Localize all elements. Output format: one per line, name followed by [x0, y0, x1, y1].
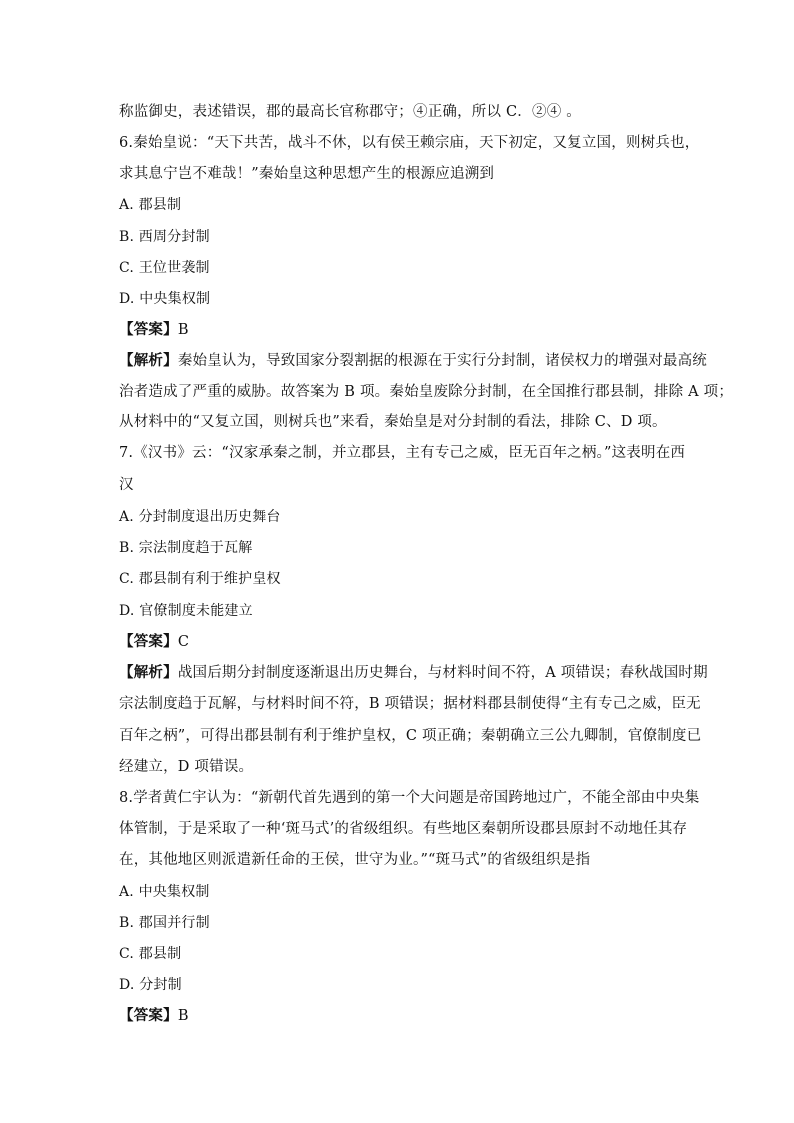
- question-8-answer: [119, 1006, 679, 1026]
- question-8-stem-cont: 体管制，于是采取了一种‘斑马式’的省级组织。有些地区秦朝所设郡县原封不动地任其存: [119, 821, 688, 837]
- explanation-text: 秦始皇认为，导致国家分裂割据的根源在于实行分封制，诸侯权力的增强对最高统: [177, 353, 708, 369]
- answer-label: 【答案】: [119, 633, 178, 650]
- answer-value: B: [177, 322, 189, 338]
- question-8-stem: 8.学者黄仁宇认为：“新朝代首先遇到的第一个大问题是帝国跨地过广，不能全部由中央集: [119, 790, 700, 806]
- question-7-option-d: D. 官僚制度未能建立: [119, 603, 253, 619]
- answer-label: 【答案】: [119, 321, 178, 338]
- question-7-explanation-cont: 百年之柄”，可得出郡县制有利于维护皇权，C 项正确；秦朝确立三公九卿制，官僚制度已: [119, 728, 702, 744]
- question-6-stem-cont: 求其息宁岂不难哉！”秦始皇这种思想产生的根源应追溯到: [119, 166, 495, 182]
- question-7-explanation-cont: 宗法制度趋于瓦解，与材料时间不符，B 项错误；据材料郡县制使得“主有专己之威，臣无: [119, 696, 701, 712]
- question-7-option-a: A. 分封制度退出历史舞台: [119, 509, 281, 525]
- explanation-label: 【解析】: [119, 352, 178, 369]
- text-line: 称监御史，表述错误，郡的最高长官称郡守；④正确，所以 C．②④ 。: [119, 104, 581, 120]
- answer-label: 【答案】: [119, 1007, 178, 1024]
- question-6-answer: [119, 320, 679, 340]
- explanation-text: 战国后期分封制度逐渐退出历史舞台，与材料时间不符，A 项错误；春秋战国时期: [177, 665, 708, 681]
- question-8-option-c: C. 郡县制: [119, 946, 182, 962]
- question-6-explanation: [119, 351, 708, 371]
- question-8-option-b: B. 郡国并行制: [119, 915, 210, 931]
- question-6-option-b: B. 西周分封制: [119, 229, 210, 245]
- question-7-answer: [119, 632, 679, 652]
- question-7-stem: 7.《汉书》云：“汉家承秦之制，并立郡县，主有专己之威，臣无百年之柄。”这表明在西: [119, 445, 686, 461]
- question-8-stem-cont: 在，其他地区则派遣新任命的王侯，世守为业。”“斑马式”的省级组织是指: [119, 852, 591, 868]
- answer-value: C: [177, 634, 190, 650]
- question-6-explanation-cont: 从材料中的“又复立国，则树兵也”来看，秦始皇是对分封制的看法，排除 C、D 项。: [119, 414, 667, 430]
- answer-value: B: [177, 1008, 189, 1024]
- question-7-explanation: [119, 663, 708, 683]
- explanation-label: 【解析】: [119, 664, 178, 681]
- question-6-explanation-cont: 治者造成了严重的威胁。故答案为 B 项。秦始皇废除分封制，在全国推行郡县制，排除 A 项；: [119, 384, 734, 400]
- question-7-option-b: B. 宗法制度趋于瓦解: [119, 540, 253, 556]
- question-6-option-d: D. 中央集权制: [119, 291, 211, 307]
- question-6-stem: 6.秦始皇说：“天下共苦，战斗不休，以有侯王赖宗庙，天下初定，又复立国，则树兵也，: [119, 135, 700, 151]
- question-6-option-c: C. 王位世袭制: [119, 260, 210, 276]
- question-8-option-d: D. 分封制: [119, 977, 182, 993]
- question-7-option-c: C. 郡县制有利于维护皇权: [119, 571, 281, 587]
- question-8-option-a: A. 中央集权制: [119, 884, 210, 900]
- question-7-explanation-cont: 经建立，D 项错误。: [119, 759, 254, 775]
- question-7-stem-cont: 汉: [119, 477, 134, 493]
- question-6-option-a: A. 郡县制: [119, 197, 182, 213]
